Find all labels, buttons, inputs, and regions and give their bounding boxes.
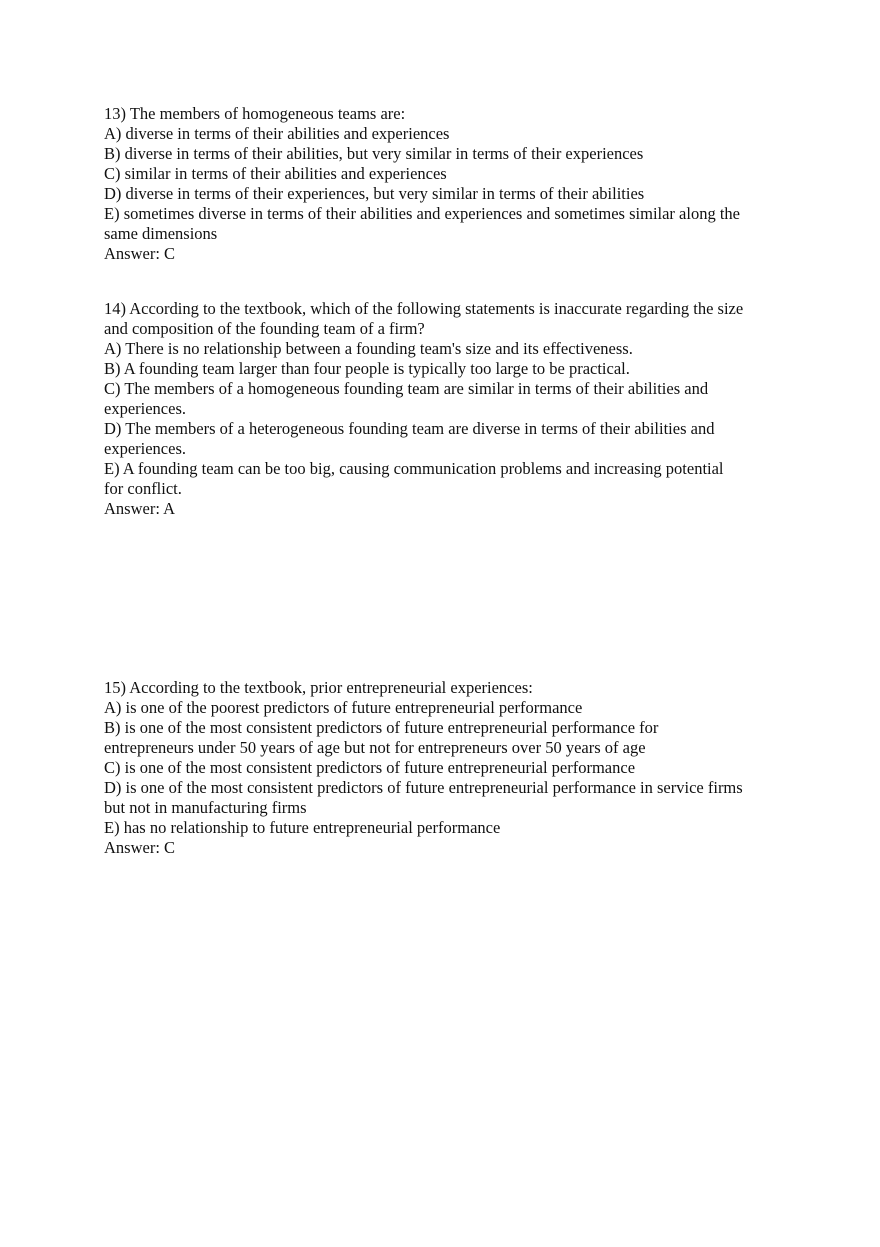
question-text-line: B) diverse in terms of their abilities, but very similar in terms of their experiences — [104, 144, 644, 163]
question-text-line: C) similar in terms of their abilities and experiences — [104, 164, 447, 183]
answer-line: Answer: C — [104, 244, 176, 263]
question-stem-line: 14) According to the textbook, which of the following statements is inaccurate regarding the size — [104, 299, 744, 318]
question-stem-line: 13) The members of homogeneous teams are: — [104, 104, 406, 123]
question-text-line: but not in manufacturing firms — [104, 798, 307, 817]
question-text-line: for conflict. — [104, 479, 182, 498]
question-text-line: A) There is no relationship between a founding team's size and its effectiveness. — [104, 339, 633, 358]
question-text-line: D) diverse in terms of their experiences, but very similar in terms of their abilities — [104, 184, 645, 203]
question-text-line: A) is one of the poorest predictors of future entrepreneurial performance — [104, 698, 583, 717]
question-text-line: B) is one of the most consistent predictors of future entrepreneurial performance for — [104, 718, 659, 737]
question-text-line: E) sometimes diverse in terms of their abilities and experiences and sometimes similar along the — [104, 204, 740, 223]
question-text-line: D) The members of a heterogeneous founding team are diverse in terms of their abilities and — [104, 419, 715, 438]
question-text-line: B) A founding team larger than four people is typically too large to be practical. — [104, 359, 630, 378]
question-text-line: experiences. — [104, 399, 186, 418]
question-text-line: C) is one of the most consistent predictors of future entrepreneurial performance — [104, 758, 636, 777]
question-text-line: E) A founding team can be too big, causing communication problems and increasing potential — [104, 459, 724, 478]
question-text-line: entrepreneurs under 50 years of age but not for entrepreneurs over 50 years of age — [104, 738, 646, 757]
question-14 — [104, 299, 804, 519]
question-text-line: and composition of the founding team of a firm? — [104, 319, 425, 338]
question-stem-line: 15) According to the textbook, prior entrepreneurial experiences: — [104, 678, 533, 697]
question-text-line: C) The members of a homogeneous founding team are similar in terms of their abilities and — [104, 379, 709, 398]
answer-line: Answer: C — [104, 838, 176, 857]
answer-line: Answer: A — [104, 499, 176, 518]
question-15 — [104, 678, 804, 858]
question-text-line: D) is one of the most consistent predictors of future entrepreneurial performance in service firms — [104, 778, 743, 797]
question-text-line: experiences. — [104, 439, 186, 458]
question-text-line: A) diverse in terms of their abilities and experiences — [104, 124, 450, 143]
question-13 — [104, 104, 804, 264]
question-text-line: E) has no relationship to future entrepreneurial performance — [104, 818, 501, 837]
question-text-line: same dimensions — [104, 224, 218, 243]
